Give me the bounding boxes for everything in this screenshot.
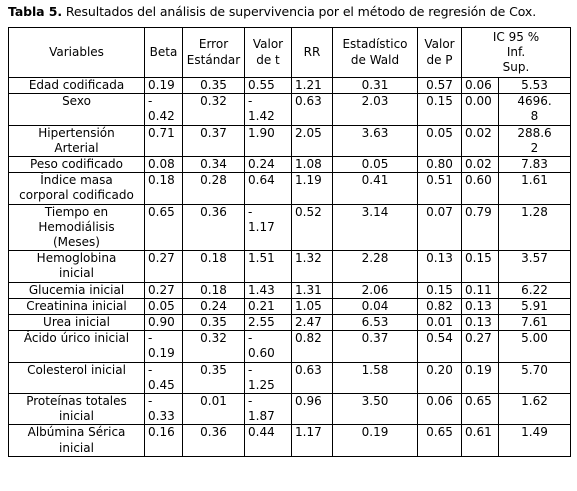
table-row — [9, 394, 571, 425]
header-line: de t — [256, 52, 280, 67]
cell-ic-inf: 0.61 — [462, 425, 499, 456]
cell-rr: 1.17 — [292, 425, 333, 456]
cell-line: 0.27 — [148, 251, 175, 266]
cell-line: Tiempo en — [44, 204, 109, 219]
cell-wald: 0.37 — [333, 331, 418, 362]
header-line: Estadístico — [342, 37, 408, 52]
cell-line: 8 — [530, 109, 539, 124]
cell-line: 3.57 — [521, 251, 548, 266]
cell-rr: 0.63 — [292, 362, 333, 393]
table-row — [9, 157, 571, 173]
cell-valor-p: 0.51 — [418, 173, 462, 204]
cell-line: 5.70 — [521, 362, 548, 377]
cell-variable — [9, 204, 145, 251]
cell-rr: 2.05 — [292, 125, 333, 156]
cell-beta — [145, 173, 183, 204]
header-line: Inf. — [506, 44, 526, 59]
cell-line: 0.90 — [148, 315, 175, 330]
cell-error-estandar: 0.32 — [183, 94, 245, 125]
cell-line: Sexo — [62, 94, 91, 109]
cell-line: Hipertensión — [38, 125, 115, 140]
cell-valor-t — [245, 157, 292, 173]
table-row — [9, 425, 571, 456]
cell-rr: 1.31 — [292, 282, 333, 298]
cell-line: Proteínas totales — [26, 394, 127, 409]
cell-wald: 0.04 — [333, 298, 418, 314]
cell-line: - — [248, 204, 253, 219]
cell-line: Hemoglobina — [36, 251, 117, 266]
cell-line: - — [148, 94, 153, 109]
cell-line: 0.42 — [148, 109, 175, 124]
cell-line: 1.49 — [521, 425, 548, 440]
header-line: de P — [426, 52, 453, 67]
cell-line: 5.53 — [521, 78, 548, 92]
table-row — [9, 78, 571, 94]
cell-variable — [9, 298, 145, 314]
cell-error-estandar: 0.35 — [183, 315, 245, 331]
cell-line: 5.91 — [521, 298, 548, 313]
cell-line: 1.87 — [248, 409, 275, 424]
cell-variable — [9, 125, 145, 156]
cell-valor-t — [245, 282, 292, 298]
cell-beta — [145, 157, 183, 173]
header-line: Valor — [252, 37, 284, 52]
cell-line: 2.55 — [248, 315, 275, 330]
cell-beta — [145, 298, 183, 314]
cell-wald: 0.19 — [333, 425, 418, 456]
cell-valor-t — [245, 173, 292, 204]
table-body — [9, 28, 571, 457]
cell-line: inicial — [59, 440, 94, 455]
cell-line: corporal codificado — [19, 188, 134, 203]
cell-line: 0.08 — [148, 157, 175, 172]
cell-ic-inf: 0.65 — [462, 394, 499, 425]
cell-line: 0.55 — [248, 78, 275, 92]
cell-beta — [145, 251, 183, 282]
cell-ic-inf: 0.00 — [462, 94, 499, 125]
cell-line: 4696. — [517, 94, 552, 109]
cell-valor-p: 0.01 — [418, 315, 462, 331]
table-row — [9, 173, 571, 204]
cell-valor-p: 0.57 — [418, 78, 462, 94]
cell-variable — [9, 331, 145, 362]
cell-line: 288.6 — [517, 125, 552, 140]
cell-line: 0.45 — [148, 377, 175, 392]
table-caption-label: Tabla 5. — [8, 4, 63, 19]
cell-valor-p: 0.15 — [418, 94, 462, 125]
cell-beta — [145, 331, 183, 362]
table-row — [9, 331, 571, 362]
header-beta — [145, 28, 183, 78]
cell-error-estandar: 0.18 — [183, 251, 245, 282]
cell-ic-inf: 0.15 — [462, 251, 499, 282]
cell-valor-t — [245, 78, 292, 94]
cell-line: 1.61 — [521, 173, 548, 188]
cell-wald: 3.63 — [333, 125, 418, 156]
cell-line: Creatinina inicial — [26, 298, 127, 313]
cell-error-estandar: 0.28 — [183, 173, 245, 204]
cell-line: Arterial — [54, 140, 99, 155]
cell-wald: 6.53 — [333, 315, 418, 331]
cell-wald: 2.03 — [333, 94, 418, 125]
cell-rr: 0.96 — [292, 394, 333, 425]
cell-ic-sup — [499, 362, 571, 393]
cell-wald: 2.28 — [333, 251, 418, 282]
cell-error-estandar: 0.18 — [183, 282, 245, 298]
header-line: Valor — [424, 37, 455, 52]
cell-line: 0.21 — [248, 298, 275, 313]
cell-rr: 1.32 — [292, 251, 333, 282]
cell-rr: 0.82 — [292, 331, 333, 362]
cell-line: - — [148, 362, 153, 377]
cell-valor-t — [245, 94, 292, 125]
cell-wald: 3.50 — [333, 394, 418, 425]
cell-valor-t — [245, 125, 292, 156]
cell-line: inicial — [59, 266, 94, 281]
cell-rr: 1.19 — [292, 173, 333, 204]
cell-ic-inf: 0.13 — [462, 298, 499, 314]
cell-line: Albúmina Sérica — [27, 425, 126, 440]
cell-valor-p: 0.20 — [418, 362, 462, 393]
table-row — [9, 125, 571, 156]
cell-ic-sup — [499, 173, 571, 204]
cell-valor-t — [245, 204, 292, 251]
cell-error-estandar: 0.35 — [183, 362, 245, 393]
cell-valor-p: 0.65 — [418, 425, 462, 456]
cell-line: Glucemia inicial — [28, 282, 125, 297]
cell-ic-sup — [499, 204, 571, 251]
cell-line: 0.24 — [248, 157, 275, 172]
cell-line: 0.19 — [148, 78, 175, 92]
cell-line: 7.83 — [521, 157, 548, 172]
cell-ic-inf: 0.13 — [462, 315, 499, 331]
cell-variable — [9, 78, 145, 94]
cell-line: (Meses) — [53, 235, 100, 250]
table-caption-text: Resultados del análisis de supervivencia por el método de regresión de Cox. — [62, 4, 537, 19]
cell-beta — [145, 315, 183, 331]
header-valor-p — [418, 28, 462, 78]
header-rr — [292, 28, 333, 78]
cell-ic-inf: 0.06 — [462, 78, 499, 94]
header-line: IC 95 % — [492, 29, 540, 44]
cell-rr: 1.21 — [292, 78, 333, 94]
cell-line: - — [248, 394, 253, 409]
cell-line: 0.27 — [148, 282, 175, 297]
cell-valor-p: 0.05 — [418, 125, 462, 156]
cell-variable — [9, 251, 145, 282]
cell-wald: 3.14 — [333, 204, 418, 251]
cell-line: 0.05 — [148, 298, 175, 313]
cell-line: 1.28 — [521, 204, 548, 219]
cell-rr: 1.05 — [292, 298, 333, 314]
cell-variable — [9, 282, 145, 298]
cell-valor-p: 0.80 — [418, 157, 462, 173]
table-row — [9, 251, 571, 282]
header-line: de Wald — [350, 52, 400, 67]
cell-line: 0.65 — [148, 204, 175, 219]
cell-line: - — [248, 331, 253, 346]
cell-error-estandar: 0.01 — [183, 394, 245, 425]
cell-ic-sup — [499, 251, 571, 282]
cell-error-estandar: 0.24 — [183, 298, 245, 314]
cell-valor-p: 0.13 — [418, 251, 462, 282]
table-row — [9, 282, 571, 298]
header-line: Error — [198, 37, 229, 52]
cell-line: 1.62 — [521, 394, 548, 409]
cell-ic-inf: 0.60 — [462, 173, 499, 204]
cell-line: 5.00 — [521, 331, 548, 346]
cell-ic-inf: 0.19 — [462, 362, 499, 393]
cell-line: 1.17 — [248, 219, 275, 234]
cell-wald: 1.58 — [333, 362, 418, 393]
cell-line: 1.42 — [248, 109, 275, 124]
cell-beta — [145, 282, 183, 298]
cell-valor-t — [245, 362, 292, 393]
table-row — [9, 94, 571, 125]
cell-line: - — [248, 362, 253, 377]
cell-line: Ácido úrico inicial — [23, 331, 130, 346]
cell-line: inicial — [59, 409, 94, 424]
cell-ic-sup — [499, 394, 571, 425]
cell-valor-t — [245, 298, 292, 314]
cell-error-estandar: 0.36 — [183, 425, 245, 456]
cell-ic-sup — [499, 331, 571, 362]
cell-wald: 2.06 — [333, 282, 418, 298]
header-wald — [333, 28, 418, 78]
header-line: Sup. — [502, 60, 530, 75]
cell-ic-sup — [499, 125, 571, 156]
header-line: Variables — [49, 44, 104, 59]
cell-line: - — [148, 331, 153, 346]
cell-line: 0.16 — [148, 425, 175, 440]
cell-beta — [145, 94, 183, 125]
cell-valor-p: 0.15 — [418, 282, 462, 298]
cell-ic-sup — [499, 315, 571, 331]
header-line: Estándar — [186, 52, 241, 67]
header-line: RR — [303, 44, 321, 59]
header-variables — [9, 28, 145, 78]
table-caption — [8, 4, 536, 19]
cell-rr: 0.63 — [292, 94, 333, 125]
header-error-estandar — [183, 28, 245, 78]
cell-line: Peso codificado — [30, 157, 123, 172]
cell-error-estandar: 0.37 — [183, 125, 245, 156]
cell-rr: 2.47 — [292, 315, 333, 331]
cell-line: Hemodiálisis — [38, 219, 115, 234]
cell-valor-t — [245, 251, 292, 282]
cell-valor-t — [245, 394, 292, 425]
cell-beta — [145, 394, 183, 425]
cell-ic-sup — [499, 157, 571, 173]
cell-rr: 0.52 — [292, 204, 333, 251]
cell-variable — [9, 315, 145, 331]
cell-wald: 0.05 — [333, 157, 418, 173]
cell-line: 0.18 — [148, 173, 175, 188]
cell-beta — [145, 78, 183, 94]
cell-valor-p: 0.06 — [418, 394, 462, 425]
cell-ic-sup — [499, 282, 571, 298]
cell-valor-p: 0.82 — [418, 298, 462, 314]
cell-ic-sup — [499, 78, 571, 94]
cell-ic-sup — [499, 425, 571, 456]
cell-ic-inf: 0.11 — [462, 282, 499, 298]
cell-line: Edad codificada — [28, 78, 125, 92]
cell-variable — [9, 394, 145, 425]
cell-line: 0.64 — [248, 173, 275, 188]
header-line: Beta — [149, 44, 178, 59]
cell-variable — [9, 94, 145, 125]
cell-ic-sup — [499, 298, 571, 314]
cell-line: - — [148, 394, 153, 409]
header-row — [9, 28, 571, 78]
cell-ic-inf: 0.02 — [462, 157, 499, 173]
cell-ic-inf: 0.02 — [462, 125, 499, 156]
cell-valor-t — [245, 315, 292, 331]
cell-valor-t — [245, 425, 292, 456]
cell-beta — [145, 362, 183, 393]
table-row — [9, 298, 571, 314]
cell-variable — [9, 362, 145, 393]
cell-line: 1.51 — [248, 251, 275, 266]
header-valor-t — [245, 28, 292, 78]
cell-line: 2 — [530, 140, 539, 155]
cell-beta — [145, 204, 183, 251]
header-ic95 — [462, 28, 571, 78]
cell-line: 0.33 — [148, 409, 175, 424]
cox-regression-table — [8, 27, 571, 457]
cell-line: 1.43 — [248, 282, 275, 297]
cell-line: 1.25 — [248, 377, 275, 392]
cell-wald: 0.41 — [333, 173, 418, 204]
cell-variable — [9, 425, 145, 456]
cell-line: 0.71 — [148, 125, 175, 140]
cell-valor-p: 0.07 — [418, 204, 462, 251]
cell-line: 1.90 — [248, 125, 275, 140]
cell-line: Colesterol inicial — [27, 362, 126, 377]
cell-line: Índice masa — [40, 173, 113, 188]
cell-ic-sup — [499, 94, 571, 125]
cell-valor-p: 0.54 — [418, 331, 462, 362]
cell-rr: 1.08 — [292, 157, 333, 173]
cell-error-estandar: 0.35 — [183, 78, 245, 94]
cell-error-estandar: 0.34 — [183, 157, 245, 173]
table-row — [9, 204, 571, 251]
cell-line: 0.19 — [148, 346, 175, 361]
cell-line: 7.61 — [521, 315, 548, 330]
table-row — [9, 315, 571, 331]
cell-ic-inf: 0.27 — [462, 331, 499, 362]
cell-line: 0.60 — [248, 346, 275, 361]
cell-line: - — [248, 94, 253, 109]
cell-beta — [145, 125, 183, 156]
cell-valor-t — [245, 331, 292, 362]
cell-variable — [9, 157, 145, 173]
table-row — [9, 362, 571, 393]
cell-ic-inf: 0.79 — [462, 204, 499, 251]
cell-line: Urea inicial — [43, 315, 110, 330]
cell-beta — [145, 425, 183, 456]
cell-wald: 0.31 — [333, 78, 418, 94]
cell-error-estandar: 0.32 — [183, 331, 245, 362]
cell-line: 0.44 — [248, 425, 275, 440]
cell-line: 6.22 — [521, 282, 548, 297]
cell-error-estandar: 0.36 — [183, 204, 245, 251]
cell-variable — [9, 173, 145, 204]
